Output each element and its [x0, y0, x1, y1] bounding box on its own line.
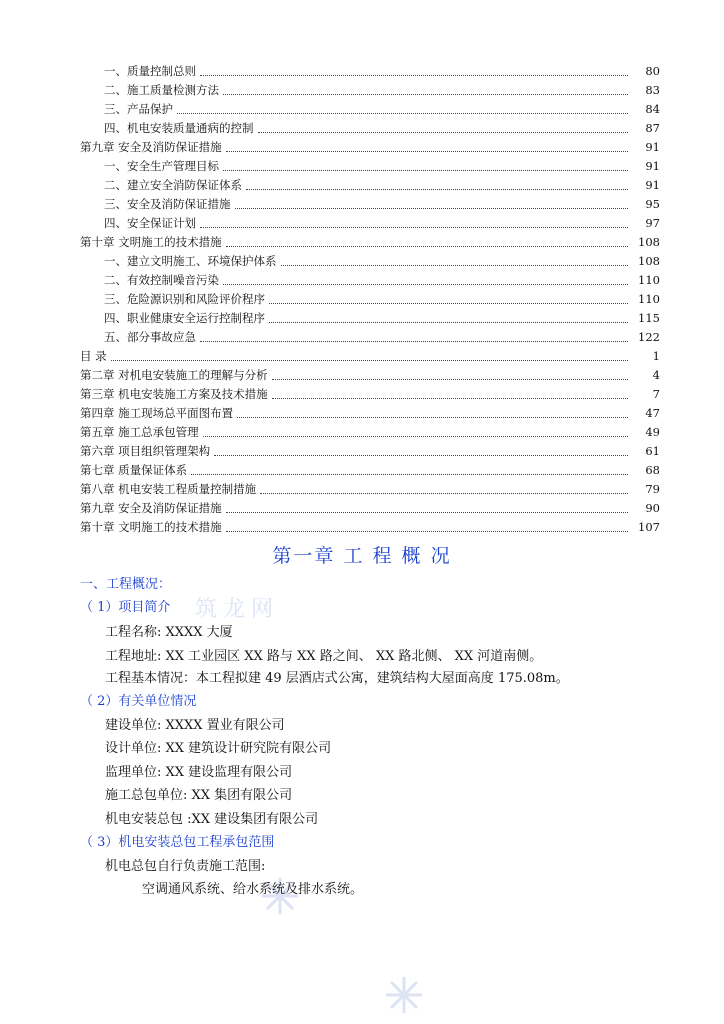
mep-contractor: 机电安装总包 :XX 建设集团有限公司	[105, 812, 319, 827]
design-unit: 设计单位: XX 建筑设计研究院有限公司	[105, 741, 332, 756]
toc-leader-dots	[226, 246, 628, 247]
toc-leader-dots	[226, 531, 628, 532]
toc-leader-dots	[281, 265, 629, 266]
toc-page-number: 1	[652, 349, 660, 363]
toc-entry-title: 二、施工质量检测方法	[104, 83, 219, 97]
toc-leader-dots	[272, 398, 628, 399]
project-basic-info: 工程基本情况：本工程拟建 49 层酒店式公寓，建筑结构大屋面高度 175.08m。	[105, 671, 569, 686]
toc-page-number: 97	[645, 216, 660, 230]
toc-page-number: 108	[638, 254, 660, 268]
toc-entry-title: 四、安全保证计划	[104, 216, 196, 230]
subsection-project-intro: （ 1）项目简介	[80, 600, 171, 615]
toc-page-number: 91	[645, 178, 660, 192]
toc-entry[interactable]	[80, 62, 660, 81]
toc-entry-title: 一、安全生产管理目标	[104, 159, 219, 173]
toc-page-number: 83	[645, 83, 660, 97]
toc-page-number: 84	[645, 102, 660, 116]
toc-entry[interactable]	[80, 328, 660, 347]
chapter-title: 第一章 工 程 概 况	[272, 545, 452, 567]
toc-page-number: 110	[638, 292, 660, 306]
supervision-unit: 监理单位: XX 建设监理有限公司	[105, 765, 293, 780]
toc-page-number: 110	[638, 273, 660, 287]
toc-page-number: 95	[645, 197, 660, 211]
toc-leader-dots	[200, 75, 628, 76]
toc-page-number: 90	[645, 501, 660, 515]
toc-entry[interactable]	[80, 499, 660, 518]
toc-entry-title: 二、有效控制噪音污染	[104, 273, 219, 287]
toc-entry-title: 第七章 质量保证体系	[80, 463, 188, 477]
toc-entry[interactable]	[80, 195, 660, 214]
toc-leader-dots	[237, 417, 628, 418]
toc-entry-title: 第二章 对机电安装施工的理解与分析	[80, 368, 268, 382]
toc-leader-dots	[226, 512, 628, 513]
scope-intro: 机电总包自行负责施工范围:	[105, 859, 266, 874]
toc-page-number: 108	[638, 235, 660, 249]
toc-entry-title: 三、产品保护	[104, 102, 173, 116]
toc-page-number: 115	[638, 311, 660, 325]
toc-page-number: 91	[645, 140, 660, 154]
toc-entry[interactable]	[80, 290, 660, 309]
toc-page-number: 122	[638, 330, 660, 344]
toc-leader-dots	[272, 379, 628, 380]
toc-leader-dots	[246, 189, 628, 190]
toc-entry-title: 四、机电安装质量通病的控制	[104, 121, 254, 135]
toc-entry-title: 一、建立文明施工、环境保护体系	[104, 254, 277, 268]
owner-unit: 建设单位: XXXX 置业有限公司	[105, 718, 285, 733]
toc-leader-dots	[269, 322, 628, 323]
toc-page-number: 68	[645, 463, 660, 477]
toc-entry-title: 第五章 施工总承包管理	[80, 425, 199, 439]
toc-entry[interactable]	[80, 271, 660, 290]
toc-entry[interactable]	[80, 385, 660, 404]
general-contractor: 施工总包单位: XX 集团有限公司	[105, 788, 293, 803]
toc-entry-title: 第四章 施工现场总平面图布置	[80, 406, 234, 420]
toc-entry[interactable]	[80, 252, 660, 271]
watermark-snowflake-icon	[384, 975, 424, 1015]
toc-entry-title: 三、危险源识别和风险评价程序	[104, 292, 265, 306]
toc-leader-dots	[223, 170, 628, 171]
table-of-contents	[80, 62, 660, 537]
toc-leader-dots	[258, 132, 629, 133]
toc-page-number: 80	[645, 64, 660, 78]
toc-leader-dots	[191, 474, 628, 475]
toc-leader-dots	[200, 227, 628, 228]
toc-page-number: 107	[638, 520, 660, 534]
project-address: 工程地址: XX 工业园区 XX 路与 XX 路之间、 XX 路北侧、 XX 河道南侧。	[105, 649, 543, 664]
toc-entry[interactable]	[80, 81, 660, 100]
toc-entry[interactable]	[80, 157, 660, 176]
toc-leader-dots	[235, 208, 629, 209]
watermark-text: 筑龙网	[195, 597, 280, 622]
toc-entry[interactable]	[80, 119, 660, 138]
toc-entry-title: 目 录	[80, 349, 107, 363]
toc-page-number: 61	[645, 444, 660, 458]
toc-leader-dots	[269, 303, 628, 304]
subsection-contract-scope: （ 3）机电安装总包工程承包范围	[80, 835, 275, 850]
toc-entry[interactable]	[80, 214, 660, 233]
toc-entry-title: 第十章 文明施工的技术措施	[80, 235, 222, 249]
toc-entry-title: 五、部分事故应急	[104, 330, 196, 344]
toc-entry-title: 二、建立安全消防保证体系	[104, 178, 242, 192]
section-heading: 一、工程概况：	[80, 577, 172, 592]
toc-page-number: 4	[652, 368, 660, 382]
toc-entry-title: 四、职业健康安全运行控制程序	[104, 311, 265, 325]
toc-leader-dots	[200, 341, 628, 342]
toc-page-number: 49	[645, 425, 660, 439]
toc-entry[interactable]	[80, 461, 660, 480]
toc-entry[interactable]	[80, 176, 660, 195]
toc-entry[interactable]	[80, 138, 660, 157]
scope-detail: 空调通风系统、给水系统及排水系统。	[142, 882, 364, 897]
toc-entry-title: 第九章 安全及消防保证措施	[80, 501, 222, 515]
toc-leader-dots	[223, 284, 628, 285]
project-name: 工程名称: XXXX 大厦	[105, 625, 233, 640]
toc-entry[interactable]	[80, 480, 660, 499]
toc-page-number: 91	[645, 159, 660, 173]
toc-entry[interactable]	[80, 518, 660, 537]
toc-leader-dots	[226, 151, 628, 152]
toc-page-number: 7	[652, 387, 660, 401]
toc-entry[interactable]	[80, 442, 660, 461]
toc-entry-title: 第九章 安全及消防保证措施	[80, 140, 222, 154]
toc-entry[interactable]	[80, 347, 660, 366]
subsection-related-units: （ 2）有关单位情况	[80, 694, 197, 709]
toc-entry[interactable]	[80, 366, 660, 385]
toc-entry-title: 第八章 机电安装工程质量控制措施	[80, 482, 257, 496]
toc-entry[interactable]	[80, 423, 660, 442]
toc-entry-title: 第十章 文明施工的技术措施	[80, 520, 222, 534]
toc-entry[interactable]	[80, 100, 660, 119]
toc-leader-dots	[111, 360, 628, 361]
toc-leader-dots	[177, 113, 628, 114]
toc-entry[interactable]	[80, 309, 660, 328]
toc-entry[interactable]	[80, 404, 660, 423]
toc-leader-dots	[214, 455, 628, 456]
toc-leader-dots	[203, 436, 628, 437]
toc-entry-title: 三、安全及消防保证措施	[104, 197, 231, 211]
toc-page-number: 87	[645, 121, 660, 135]
toc-leader-dots	[260, 493, 628, 494]
toc-entry[interactable]	[80, 233, 660, 252]
toc-entry-title: 第三章 机电安装施工方案及技术措施	[80, 387, 268, 401]
toc-entry-title: 一、质量控制总则	[104, 64, 196, 78]
toc-leader-dots	[223, 94, 628, 95]
toc-entry-title: 第六章 项目组织管理架构	[80, 444, 211, 458]
toc-page-number: 79	[645, 482, 660, 496]
toc-page-number: 47	[645, 406, 660, 420]
